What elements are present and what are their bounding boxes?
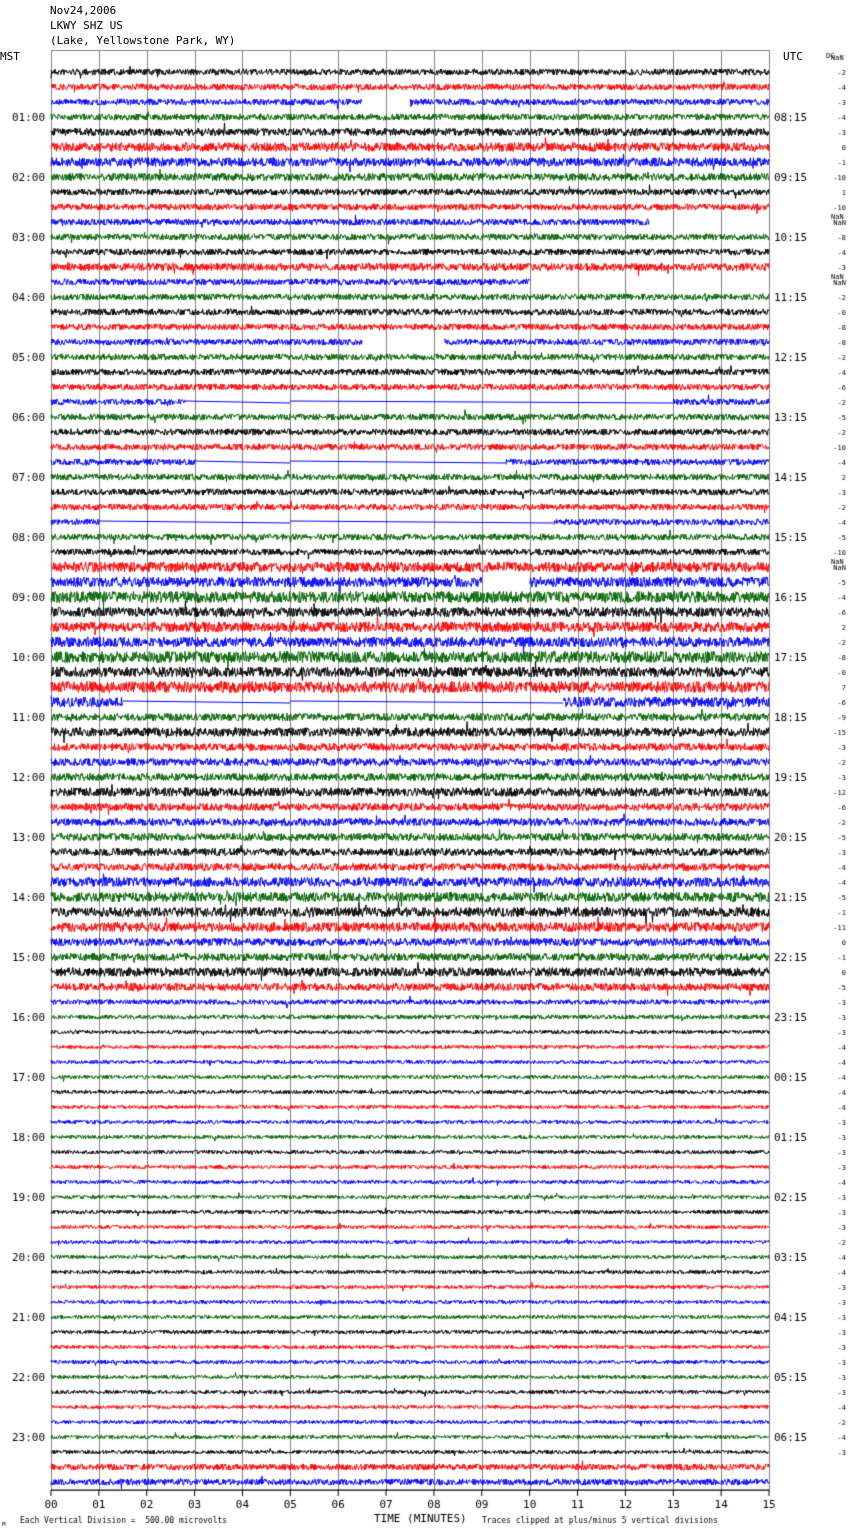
header-date: Nov24,2006 — [50, 4, 117, 17]
left-axis-label: MST — [0, 50, 20, 63]
right-axis-label: UTC — [783, 50, 803, 63]
header-station: LKWY SHZ US — [50, 19, 123, 32]
header-location: (Lake, Yellowstone Park, WY) — [50, 34, 236, 47]
